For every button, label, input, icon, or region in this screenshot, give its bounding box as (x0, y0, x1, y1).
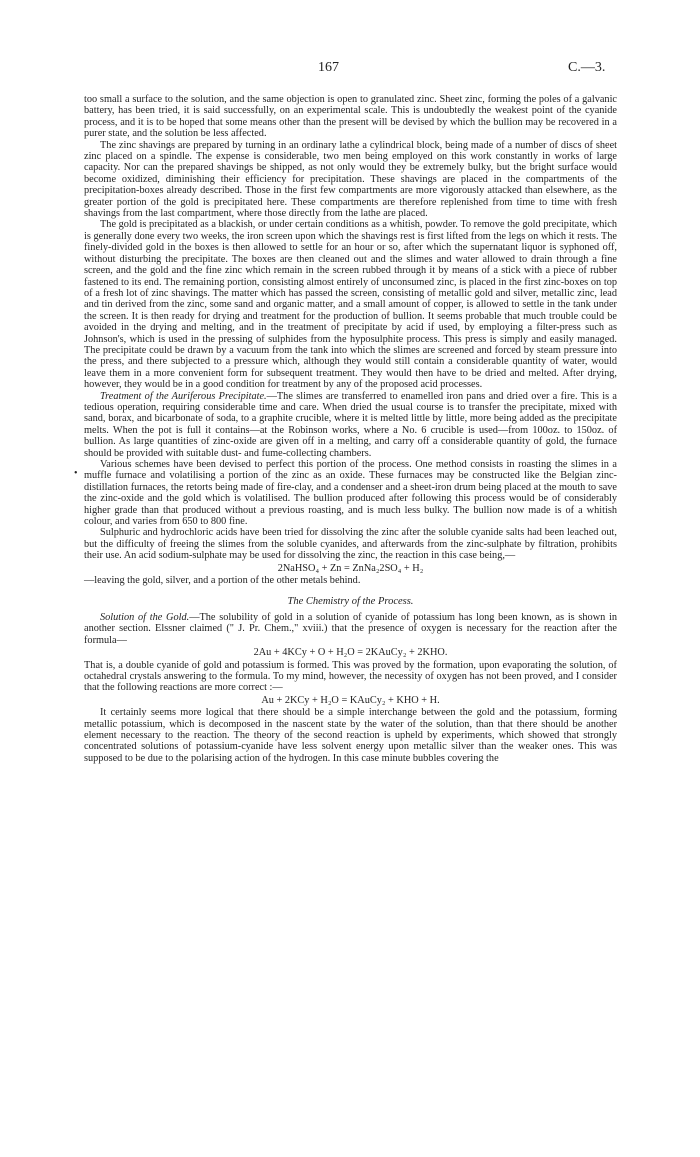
paragraph-7: —leaving the gold, silver, and a portion of the other metals behind. (84, 575, 361, 587)
paragraph-3: The gold is precipitated as a blackish, or under certain conditions as a whitish, powder. To remove the gold precipitate, which is generally done every two weeks, the iron screen upon which the shavings rest is first lifted from the legs on which it rests. The finely-divided gold in the boxes is then allowed to settle for an hour or so, after which the supernatant liquor is syphoned off, without disturbing the precipitate. The boxes are then cleaned out and the slimes and water allowed to drain through a fine screen, and the gold and the fine zinc which remain in the screen rubbed through it by means of a stick with a piece of rubber fastened to its end. The remaining portion, consisting almost entirely of unconsumed zinc, is placed in the first zinc-boxes on top of a fresh lot of zinc shavings. The matter which has passed the screen, consisting of metallic gold and silver, metallic zinc, lead and tin derived from the zinc, some sand and organic matter, and a small amount of copper, is allowed to settle in the tank under the screen. It is then ready for drying and treatment for the production of bullion. It seems probable that much trouble could be avoided in the drying and melting, and in the treatment of precipitate by acid if used, by employing a filter-press such as Johnson's, which is used in the pressing of sulphides from the hyposulphite process. This press is simply and easily managed. The precipitate could be drawn by a vacuum from the tank into which the slimes are screened and forced by steam pressure into the press, and there subjected to a pressure which, although they would still contain a considerable quantity of water, would leave them in a more convenient form for subsequent treatment. They would then have to be dried and melted. After drying, however, they would be in a good condition for treatment by any of the proposed acid processes. (84, 219, 617, 391)
paragraph-10: It certainly seems more logical that there should be a simple interchange between the gold and the potassium, forming metallic potassium, which is decomposed in the nascent state by the water of the solution, than that there should be another element necessary to the reaction. The theory of the second reaction is upheld by experiments, which showed that strongly concentrated solutions of potassium-cyanide have less solvent energy upon metallic silver than the weaker ones. This was supposed to be due to the polarising action of the hydrogen. In this case minute bubbles covering the (84, 707, 617, 764)
paragraph-4-title: Treatment of the Auriferous Precipitate. (100, 390, 267, 402)
document-id: C.—3. (568, 60, 606, 75)
paragraph-9: That is, a double cyanide of gold and potassium is formed. This was proved by the formation, upon evaporating the solution, of octahedral crystals answering to the formula. To my mind, however, the necessity of oxygen has not been proved, and I consider that the following reactions are more correct :— (84, 659, 617, 694)
paragraph-1: too small a surface to the solution, and the same objection is open to granulated zinc. Sheet zinc, forming the poles of a galvanic battery, has been tried, it is said successfully, on an experimental scale. This is undoubtedly the weakest point of the cyanide process, and it is to be hoped that some means other than the present will be devised by which the bullion may be recovered in a purer state, and the solution be less affected. (84, 94, 617, 140)
paragraph-8 (84, 612, 617, 646)
equation-3: Au + 2KCy + H₂O = KAuCy₂ + KHO + H. (261, 694, 440, 706)
paragraph-2: The zinc shavings are prepared by turning in an ordinary lathe a cylindrical block, being made of a number of discs of sheet zinc placed on a spindle. The expense is considerable, two men being employed on this work constantly in works of large capacity. Nor can the prepared shavings be shipped, as not only would they be extremely bulky, but the bright surface would become oxidized, diminishing their efficiency for precipitation. These shavings are placed in the compartments of the precipitation-boxes already described. Those in the first few compartments are more vigorously attacked than elsewhere, as the greater portion of the gold is precipitated here. These compartments are therefore replenished from time to time with fresh shavings from the last compartment, where those directly from the lathe are placed. (84, 139, 617, 220)
equation-2: 2Au + 4KCy + O + H₂O = 2KAuCy₂ + 2KHO. (253, 647, 448, 659)
body-text (84, 94, 617, 764)
section-title: The Chemistry of the Process. (287, 596, 414, 608)
paragraph-8-text: —The solubility of gold in a solution of cyanide of potassium has long been known, as is shown in another section. Elssner claimed (" J. Pr. Chem.," xviii.) that the presence of oxygen is necessary for the reaction after the formula— (84, 611, 617, 646)
paragraph-6: Sulphuric and hydrochloric acids have been tried for dissolving the zinc after the soluble cyanide salts had been leached out, but the difficulty of freeing the slimes from the soluble cyanides, and afterwards from the zinc-sulphate by filtration, prohibits their use. An acid sodium-sulphate may be used for dissolving the zinc, the reaction in this case being,— (84, 527, 617, 562)
page-number: 167 (318, 60, 339, 75)
page-header (0, 60, 700, 80)
paragraph-4-text: —The slimes are transferred to enamelled iron pans and dried over a fire. This is a tedious operation, requiring considerable time and care. When dried the usual course is to transfer the precipitate, mixed with sand, borax, and bicarbonate of soda, to a graphite crucible, where it is melted little by little, more being added as the precipitate melts. When the pot is full it contains—at the Robinson works, where a No. 6 crucible is used—from 100oz. to 150oz. of bullion. As large quantities of zinc-oxide are given off in a melting, and carry off a considerable quantity of gold, the furnace should be provided with suitable dust- and fume-collecting chambers. (84, 390, 617, 459)
paragraph-5: Various schemes have been devised to perfect this portion of the process. One method consists in roasting the slimes in a muffle furnace and volatilising a portion of the zinc as an oxide. These furnaces may be constructed like the Belgian zinc-distillation furnaces, the retorts being made of fire-clay, and a condenser and a sheet-iron drum being placed at the mouth to save the zinc-oxide and the gold which is volatilised. The bullion produced after following this process would be of considerably higher grade than that produced without a previous roasting, and is much less bulky. The bullion now made is of a whitish colour, and varies from 650 to 800 fine. (84, 459, 617, 528)
margin-mark: • (74, 468, 78, 479)
paragraph-8-title: Solution of the Gold. (100, 611, 190, 623)
paragraph-4 (84, 391, 617, 459)
equation-1: 2NaHSO₄ + Zn = ZnNa₂2SO₄ + H₂ (277, 562, 424, 574)
